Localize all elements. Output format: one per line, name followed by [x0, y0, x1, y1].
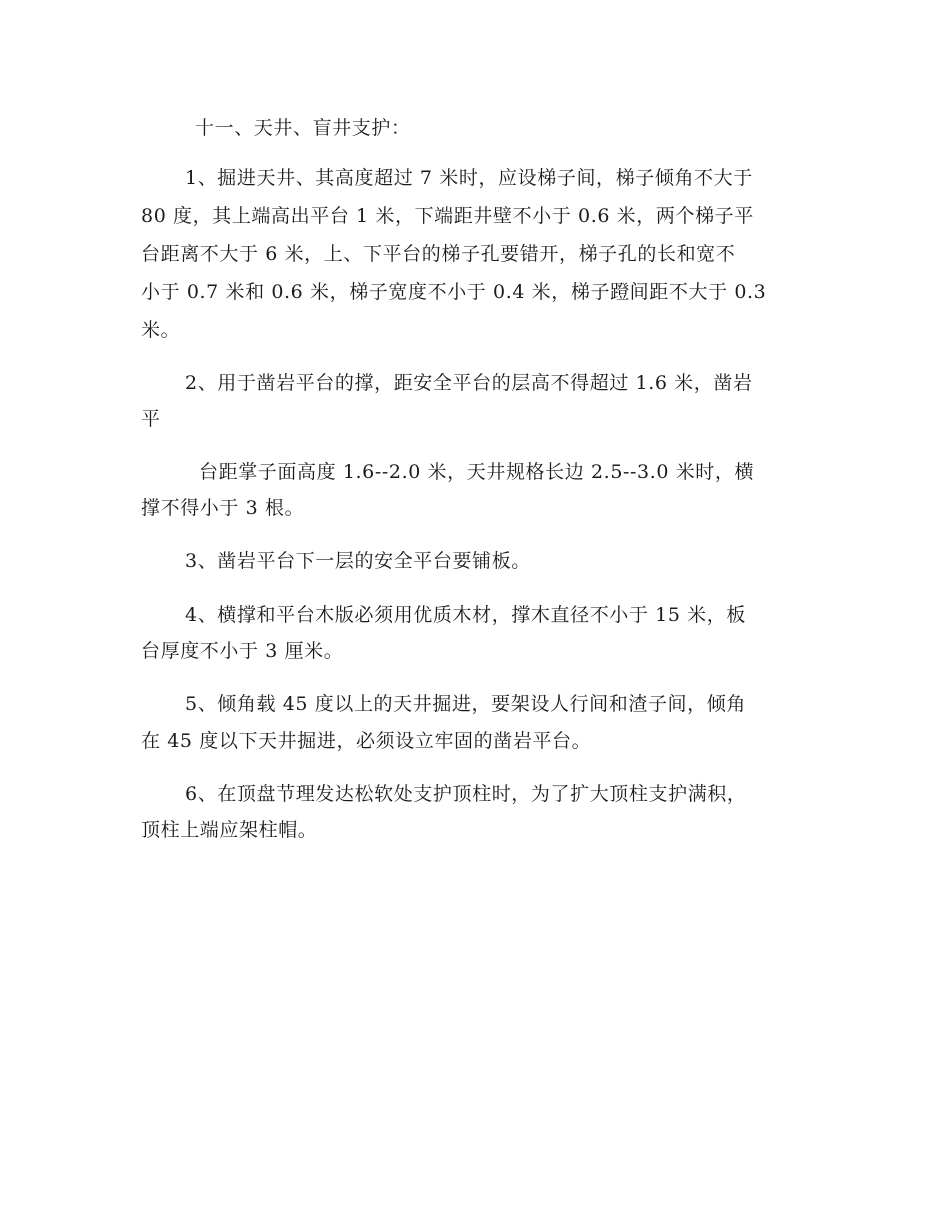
paragraph-1-line-4: 小于 0.7 米和 0.6 米，梯子宽度不小于 0.4 米，梯子蹬间距不大于 0.3 — [141, 281, 767, 303]
paragraph-4-line-1: 3、凿岩平台下一层的安全平台要铺板。 — [185, 550, 531, 572]
paragraph-1-line-2: 80 度，其上端高出平台 1 米，下端距井壁不小于 0.6 米，两个梯子平 — [141, 205, 754, 227]
paragraph-5-line-1: 4、横撑和平台木版必须用优质木材，撑木直径不小于 15 米，板 — [185, 604, 746, 626]
section-heading: 十一、天井、盲井支护： — [195, 117, 411, 139]
paragraph-2-line-2: 平 — [141, 408, 161, 430]
paragraph-5-line-2: 台厚度不小于 3 厘米。 — [141, 640, 344, 662]
paragraph-3-line-2: 撑不得小于 3 根。 — [141, 497, 305, 519]
paragraph-7-line-1: 6、在顶盘节理发达松软处支护顶柱时，为了扩大顶柱支护满积， — [185, 783, 747, 805]
paragraph-1-line-3: 台距离不大于 6 米，上、下平台的梯子孔要错开，梯子孔的长和宽不 — [141, 243, 736, 265]
paragraph-1-line-5: 米。 — [141, 319, 181, 341]
paragraph-2-line-1: 2、用于凿岩平台的撑，距安全平台的层高不得超过 1.6 米，凿岩 — [185, 372, 753, 394]
paragraph-3-line-1: 台距掌子面高度 1.6--2.0 米，天井规格长边 2.5--3.0 米时，横 — [199, 461, 755, 483]
paragraph-6-line-1: 5、倾角载 45 度以上的天井掘进，要架设人行间和渣子间，倾角 — [185, 693, 746, 715]
paragraph-6-line-2: 在 45 度以下天井掘进，必须设立牢固的凿岩平台。 — [141, 730, 592, 752]
paragraph-7-line-2: 顶柱上端应架柱帽。 — [141, 819, 318, 841]
paragraph-1-line-1: 1、掘进天井、其高度超过 7 米时，应设梯子间，梯子倾角不大于 — [185, 167, 753, 189]
